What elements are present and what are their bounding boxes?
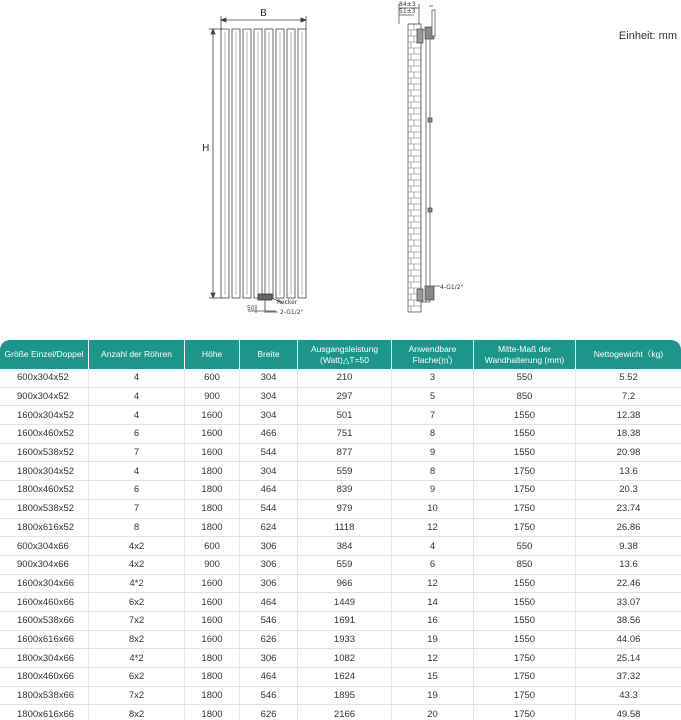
table-cell: 304 bbox=[240, 388, 298, 407]
table-row bbox=[0, 462, 681, 481]
table-cell: 1600 bbox=[185, 406, 240, 425]
table-cell: 544 bbox=[240, 500, 298, 519]
table-cell: 9 bbox=[392, 444, 474, 463]
table-cell: 1750 bbox=[474, 519, 576, 538]
table-cell: 1800 bbox=[185, 500, 240, 519]
table-cell: 1600x460x52 bbox=[0, 425, 89, 444]
table-cell: 19 bbox=[392, 687, 474, 706]
width-label-b: B bbox=[260, 8, 267, 19]
table-cell: 1750 bbox=[474, 500, 576, 519]
table-cell: 626 bbox=[240, 631, 298, 650]
table-cell: 20.3 bbox=[576, 481, 681, 500]
side-thread-label: 4-G1/2" bbox=[440, 284, 464, 291]
table-cell: 464 bbox=[240, 593, 298, 612]
table-cell: 600x304x52 bbox=[0, 369, 89, 388]
table-cell: 33.07 bbox=[576, 593, 681, 612]
table-cell: 900x304x66 bbox=[0, 556, 89, 575]
table-cell: 550 bbox=[474, 369, 576, 388]
table-cell: 7x2 bbox=[89, 687, 185, 706]
table-cell: 1933 bbox=[298, 631, 392, 650]
table-cell: 1800x460x66 bbox=[0, 668, 89, 687]
table-cell: 4 bbox=[89, 388, 185, 407]
table-cell: 1750 bbox=[474, 687, 576, 706]
table-cell: 1449 bbox=[298, 593, 392, 612]
table-cell: 18.38 bbox=[576, 425, 681, 444]
table-cell: 1600x538x66 bbox=[0, 612, 89, 631]
table-cell: 1800x538x52 bbox=[0, 500, 89, 519]
table-cell: 1550 bbox=[474, 406, 576, 425]
table-cell: 14 bbox=[392, 593, 474, 612]
table-row bbox=[0, 388, 681, 407]
table-cell: 559 bbox=[298, 462, 392, 481]
table-cell: 5 bbox=[392, 388, 474, 407]
table-cell: 16 bbox=[392, 612, 474, 631]
table-cell: 559 bbox=[298, 556, 392, 575]
table-cell: 7x2 bbox=[89, 612, 185, 631]
table-cell: 464 bbox=[240, 481, 298, 500]
table-cell: 600x304x66 bbox=[0, 537, 89, 556]
table-cell: 550 bbox=[474, 537, 576, 556]
table-cell: 12.38 bbox=[576, 406, 681, 425]
table-row bbox=[0, 631, 681, 650]
table-cell: 546 bbox=[240, 612, 298, 631]
table-cell: 1600x304x52 bbox=[0, 406, 89, 425]
table-cell: 544 bbox=[240, 444, 298, 463]
table-cell: 1750 bbox=[474, 668, 576, 687]
technical-drawings bbox=[0, 0, 681, 330]
table-cell: 1600 bbox=[185, 593, 240, 612]
table-cell: 10 bbox=[392, 500, 474, 519]
table-cell: 23.74 bbox=[576, 500, 681, 519]
table-cell: 4*2 bbox=[89, 649, 185, 668]
table-cell: 43.3 bbox=[576, 687, 681, 706]
table-cell: 7 bbox=[89, 444, 185, 463]
header-tubes: Anzahl der Röhren bbox=[89, 340, 185, 369]
table-cell: 13.6 bbox=[576, 556, 681, 575]
unit-label: Einheit: mm bbox=[618, 30, 677, 42]
table-cell: 4 bbox=[89, 462, 185, 481]
table-cell: 877 bbox=[298, 444, 392, 463]
table-cell: 37.32 bbox=[576, 668, 681, 687]
table-cell: 20 bbox=[392, 705, 474, 720]
table-cell: 4 bbox=[392, 537, 474, 556]
table-cell: 306 bbox=[240, 537, 298, 556]
table-cell: 1800 bbox=[185, 705, 240, 720]
table-cell: 12 bbox=[392, 649, 474, 668]
dimension-50-label: 50 bbox=[247, 305, 255, 312]
table-cell: 304 bbox=[240, 462, 298, 481]
table-cell: 2166 bbox=[298, 705, 392, 720]
side-dim-84: 84±3 bbox=[399, 1, 416, 8]
table-cell: 1550 bbox=[474, 631, 576, 650]
table-row bbox=[0, 406, 681, 425]
table-cell: 466 bbox=[240, 425, 298, 444]
table-cell: 1800x538x66 bbox=[0, 687, 89, 706]
table-cell: 8x2 bbox=[89, 631, 185, 650]
table-cell: 1600 bbox=[185, 612, 240, 631]
table-cell: 49.58 bbox=[576, 705, 681, 720]
table-cell: 1600x616x66 bbox=[0, 631, 89, 650]
table-cell: 1550 bbox=[474, 612, 576, 631]
table-cell: 1550 bbox=[474, 575, 576, 594]
table-cell: 6 bbox=[89, 481, 185, 500]
table-row bbox=[0, 649, 681, 668]
table-row bbox=[0, 444, 681, 463]
table-cell: 6 bbox=[392, 556, 474, 575]
table-cell: 751 bbox=[298, 425, 392, 444]
table-cell: 6 bbox=[89, 425, 185, 444]
table-cell: 306 bbox=[240, 575, 298, 594]
table-cell: 1600 bbox=[185, 631, 240, 650]
table-row bbox=[0, 500, 681, 519]
table-cell: 7 bbox=[392, 406, 474, 425]
header-area: Anwendbare Flache(㎡) bbox=[392, 340, 474, 369]
table-cell: 1800 bbox=[185, 481, 240, 500]
table-row bbox=[0, 612, 681, 631]
table-cell: 1600x460x66 bbox=[0, 593, 89, 612]
table-cell: 4 bbox=[89, 406, 185, 425]
height-label-h: H bbox=[202, 143, 210, 154]
rocker-label: Rocker bbox=[277, 299, 298, 306]
table-cell: 4*2 bbox=[89, 575, 185, 594]
table-cell: 8 bbox=[89, 519, 185, 538]
table-cell: 1750 bbox=[474, 462, 576, 481]
table-cell: 3 bbox=[392, 369, 474, 388]
front-thread-label: 2-G1/2" bbox=[280, 309, 304, 316]
header-output: Ausgangsleistung (Watt)△T=50 bbox=[298, 340, 392, 369]
table-cell: 839 bbox=[298, 481, 392, 500]
drawing-canvas bbox=[0, 0, 681, 330]
table-cell: 1082 bbox=[298, 649, 392, 668]
table-cell: 15 bbox=[392, 668, 474, 687]
side-dim-51: 51±3 bbox=[399, 8, 416, 15]
table-cell: 304 bbox=[240, 369, 298, 388]
table-cell: 25.14 bbox=[576, 649, 681, 668]
table-row bbox=[0, 575, 681, 594]
table-row bbox=[0, 705, 681, 720]
table-cell: 1800x304x52 bbox=[0, 462, 89, 481]
table-cell: 44.06 bbox=[576, 631, 681, 650]
table-cell: 8x2 bbox=[89, 705, 185, 720]
table-cell: 1750 bbox=[474, 649, 576, 668]
table-cell: 1600 bbox=[185, 575, 240, 594]
table-cell: 13.6 bbox=[576, 462, 681, 481]
table-cell: 6x2 bbox=[89, 668, 185, 687]
table-cell: 624 bbox=[240, 519, 298, 538]
table-cell: 1600x538x52 bbox=[0, 444, 89, 463]
table-cell: 600 bbox=[185, 537, 240, 556]
table-cell: 850 bbox=[474, 556, 576, 575]
table-cell: 4x2 bbox=[89, 537, 185, 556]
table-cell: 900 bbox=[185, 556, 240, 575]
table-cell: 19 bbox=[392, 631, 474, 650]
table-cell: 1800x304x66 bbox=[0, 649, 89, 668]
table-cell: 22.46 bbox=[576, 575, 681, 594]
table-cell: 966 bbox=[298, 575, 392, 594]
table-cell: 626 bbox=[240, 705, 298, 720]
table-row bbox=[0, 556, 681, 575]
table-cell: 1118 bbox=[298, 519, 392, 538]
table-cell: 1600x304x66 bbox=[0, 575, 89, 594]
table-cell: 9 bbox=[392, 481, 474, 500]
table-row bbox=[0, 593, 681, 612]
table-cell: 900 bbox=[185, 388, 240, 407]
table-cell: 900x304x52 bbox=[0, 388, 89, 407]
table-cell: 20.98 bbox=[576, 444, 681, 463]
table-cell: 546 bbox=[240, 687, 298, 706]
table-cell: 12 bbox=[392, 575, 474, 594]
table-cell: 7.2 bbox=[576, 388, 681, 407]
table-cell: 1800x616x66 bbox=[0, 705, 89, 720]
table-cell: 8 bbox=[392, 462, 474, 481]
table-cell: 600 bbox=[185, 369, 240, 388]
table-cell: 4x2 bbox=[89, 556, 185, 575]
table-cell: 5.52 bbox=[576, 369, 681, 388]
table-cell: 1895 bbox=[298, 687, 392, 706]
table-cell: 1550 bbox=[474, 593, 576, 612]
table-cell: 1550 bbox=[474, 425, 576, 444]
header-height: Höhe bbox=[185, 340, 240, 369]
table-cell: 850 bbox=[474, 388, 576, 407]
spec-table-container bbox=[0, 340, 681, 720]
header-size: Größe Einzel/Doppel bbox=[0, 340, 89, 369]
table-cell: 38.56 bbox=[576, 612, 681, 631]
table-row bbox=[0, 481, 681, 500]
table-cell: 1600 bbox=[185, 444, 240, 463]
header-bracket: Mitte-Maß der Wandhalterung (mm) bbox=[474, 340, 576, 369]
table-row bbox=[0, 537, 681, 556]
table-row bbox=[0, 425, 681, 444]
table-cell: 6x2 bbox=[89, 593, 185, 612]
table-cell: 1800x616x52 bbox=[0, 519, 89, 538]
table-cell: 210 bbox=[298, 369, 392, 388]
table-cell: 297 bbox=[298, 388, 392, 407]
table-cell: 464 bbox=[240, 668, 298, 687]
table-cell: 306 bbox=[240, 556, 298, 575]
table-cell: 7 bbox=[89, 500, 185, 519]
table-cell: 9.38 bbox=[576, 537, 681, 556]
table-cell: 1800 bbox=[185, 519, 240, 538]
table-cell: 1624 bbox=[298, 668, 392, 687]
table-cell: 304 bbox=[240, 406, 298, 425]
table-cell: 1800 bbox=[185, 649, 240, 668]
table-cell: 1750 bbox=[474, 705, 576, 720]
side-view-drawing bbox=[399, 4, 440, 312]
table-cell: 8 bbox=[392, 425, 474, 444]
table-row bbox=[0, 369, 681, 388]
table-cell: 1800 bbox=[185, 687, 240, 706]
table-cell: 384 bbox=[298, 537, 392, 556]
header-weight: Nettogewicht（kg) bbox=[576, 340, 681, 369]
table-row bbox=[0, 519, 681, 538]
table-cell: 1800 bbox=[185, 668, 240, 687]
front-view-drawing bbox=[209, 16, 306, 313]
table-cell: 1800x460x52 bbox=[0, 481, 89, 500]
table-row bbox=[0, 687, 681, 706]
table-cell: 1800 bbox=[185, 462, 240, 481]
table-cell: 4 bbox=[89, 369, 185, 388]
table-header-row bbox=[0, 340, 681, 369]
table-row bbox=[0, 668, 681, 687]
table-cell: 1550 bbox=[474, 444, 576, 463]
table-cell: 979 bbox=[298, 500, 392, 519]
table-cell: 12 bbox=[392, 519, 474, 538]
table-cell: 306 bbox=[240, 649, 298, 668]
spec-table bbox=[0, 340, 681, 720]
table-cell: 1600 bbox=[185, 425, 240, 444]
table-cell: 1750 bbox=[474, 481, 576, 500]
header-width: Breite bbox=[240, 340, 298, 369]
table-cell: 1691 bbox=[298, 612, 392, 631]
table-cell: 501 bbox=[298, 406, 392, 425]
table-cell: 26.86 bbox=[576, 519, 681, 538]
